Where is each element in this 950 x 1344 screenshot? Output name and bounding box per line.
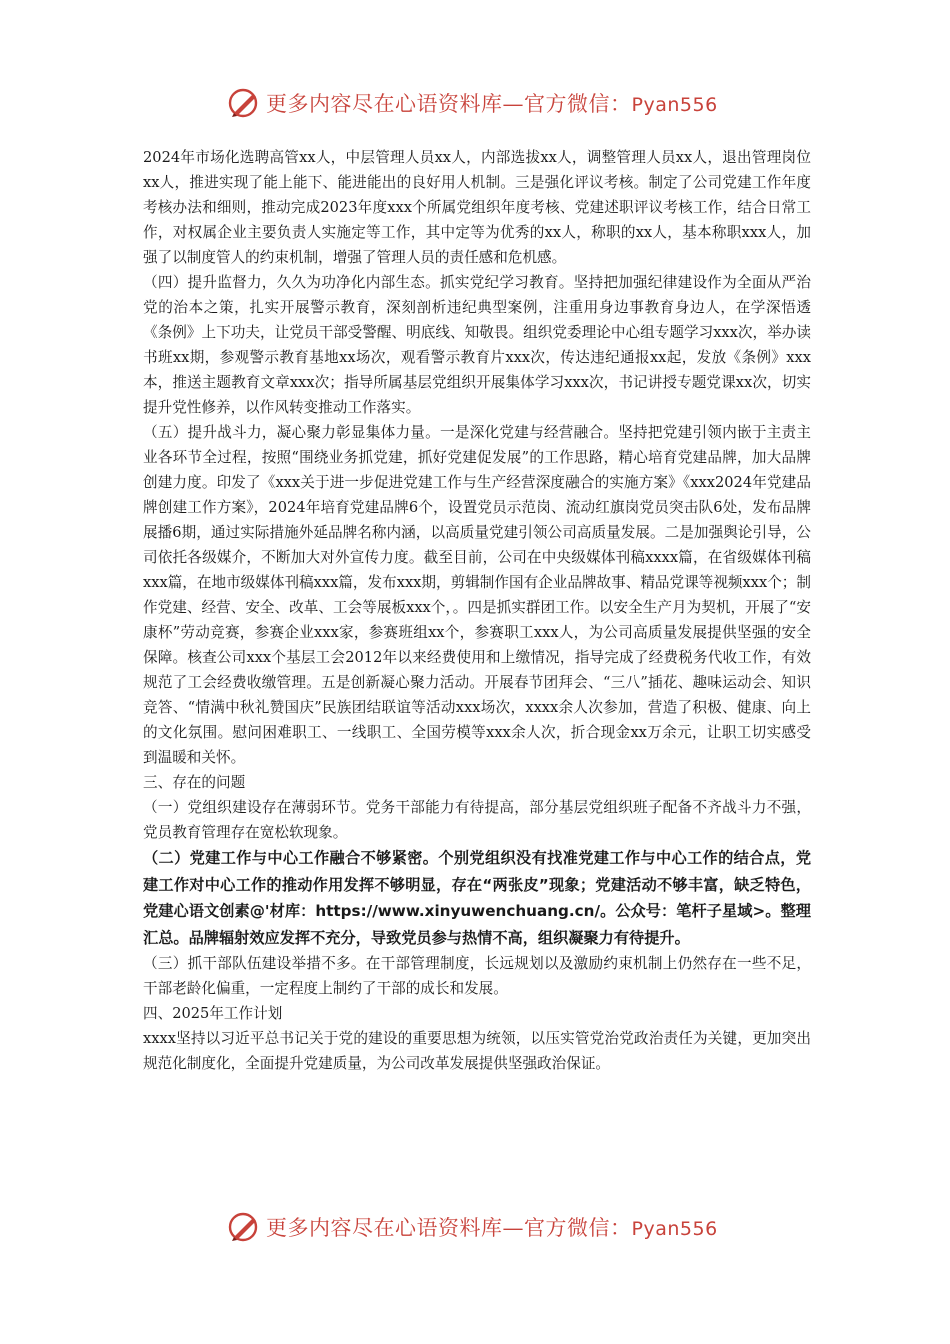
paragraph: （一）党组织建设存在薄弱环节。党务干部能力有待提高，部分基层党组织班子配备不齐战斗力不强，党员教育管理存在宽松软现象。 (143, 799, 811, 841)
paragraph: 2024年市场化选聘高管xx人，中层管理人员xx人，内部选拔xx人，调整管理人员xx人，退出管理岗位xx人，推进实现了能上能下、能进能出的良好用人机制。三是强化评议考核。制定了公司党建工作年度考核办法和细则，推动完成2023年度xxx个所属党组织年度考核、党建述职评议考核工作，结合日常工作，对权属企业主要负责人实施定等工作，其中定等为优秀的xx人，称职的xx人，基本称职xxx人，加强了以制度管人的约束机制，增强了管理人员的责任感和危机感。 (143, 149, 811, 266)
banner-label: 更多内容尽在心语资料库—官方微信： (266, 1216, 632, 1240)
paragraph: （三）抓干部队伍建设举措不多。在干部管理制度，长远规划以及激励约束机制上仍然存在一些不足，干部老龄化偏重，一定程度上制约了干部的成长和发展。 (143, 955, 811, 997)
section-heading: 四、2025年工作计划 (143, 1005, 283, 1022)
bold-paragraph: （二）党建工作与中心工作融合不够紧密。个别党组织没有找准党建工作与中心工作的结合点，党建工作对中心工作的推动作用发挥不够明显，存在“两张皮”现象；党建活动不够丰富，缺乏特色，党建心语文创素@'材库：https://www.xinyuwenchuang.cn/。公众号：笔杆子星域>。整理汇总。品牌辐射效应发挥不充分，导致党员参与热情不高，组织凝聚力有待提升。 (143, 849, 811, 947)
paragraph: （四）提升监督力，久久为功净化内部生态。抓实党纪学习教育。坚持把加强纪律建设作为全面从严治党的治本之策，扎实开展警示教育，深刻剖析违纪典型案例，注重用身边事教育身边人，在学深悟透《条例》上下功夫，让党员干部受警醒、明底线、知敬畏。组织党委理论中心组专题学习xxx次，举办读书班xx期，参观警示教育基地xx场次，观看警示教育片xxx次，传达违纪通报xx起，发放《条例》xxx本，推送主题教育文章xxx次；指导所属基层党组织开展集体学习xxx次，书记讲授专题党课xx次，切实提升党性修养，以作风转变推动工作落实。 (143, 274, 811, 416)
section-heading: 三、存在的问题 (143, 774, 246, 791)
footer-banner (228, 1210, 728, 1244)
wechat-id: Pyan556 (631, 1218, 718, 1240)
banner-label: 更多内容尽在心语资料库—官方微信： (266, 92, 632, 116)
banner-text (266, 1212, 718, 1242)
pen-logo-icon (228, 87, 260, 119)
header-banner (228, 86, 728, 120)
paragraph: xxxx坚持以习近平总书记关于党的建设的重要思想为统领，以压实管党治党政治责任为关键，更加突出规范化制度化，全面提升党建质量，为公司改革发展提供坚强政治保证。 (143, 1030, 811, 1072)
pen-logo-icon (228, 1211, 260, 1243)
wechat-id: Pyan556 (631, 94, 718, 116)
paragraph: （五）提升战斗力，凝心聚力彰显集体力量。一是深化党建与经营融合。坚持把党建引领内嵌于主责主业各环节全过程，按照“围绕业务抓党建，抓好党建促发展”的工作思路，精心培育党建品牌，加大品牌创建力度。印发了《xxx关于进一步促进党建工作与生产经营深度融合的实施方案》《xxx2024年党建品牌创建工作方案》，2024年培育党建品牌6个，设置党员示范岗、流动红旗岗党员突击队6处，发布品牌展播6期，通过实际措施外延品牌名称内涵，以高质量党建引领公司高质量发展。二是加强舆论引导，公司依托各级媒介，不断加大对外宣传力度。截至目前，公司在中央级媒体刊稿xxxx篇，在省级媒体刊稿xxx篇，在地市级媒体刊稿xxx篇，发布xxx期，剪辑制作国有企业品牌故事、精品党课等视频xxx个；制作党建、经营、安全、改革、工会等展板xxx个，。四是抓实群团工作。以安全生产月为契机，开展了“安康杯”劳动竞赛，参赛企业xxx家，参赛班组xx个，参赛职工xxx人，为公司高质量发展提供坚强的安全保障。核查公司xxx个基层工会2012年以来经费使用和上缴情况，指导完成了经费税务代收工作，有效规范了工会经费收缴管理。五是创新凝心聚力活动。开展春节团拜会、“三八”插花、趣味运动会、知识竞答、“情满中秋礼赞国庆”民族团结联谊等活动xxx场次，xxxx余人次参加，营造了积极、健康、向上的文化氛围。慰问困难职工、一线职工、全国劳模等xxx余人次，折合现金xx万余元，让职工切实感受到温暖和关怀。 (143, 424, 811, 766)
banner-text (266, 88, 718, 118)
body-text (143, 145, 811, 1076)
